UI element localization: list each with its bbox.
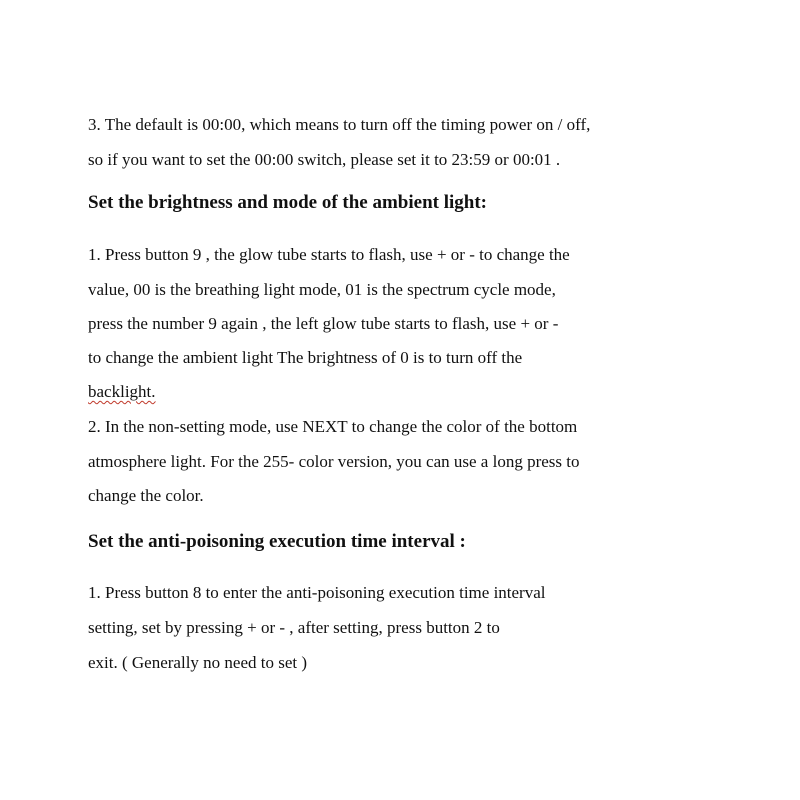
brightness-line-6: 2. In the non-setting mode, use NEXT to change the color of the bottom bbox=[88, 417, 578, 436]
brightness-heading: Set the brightness and mode of the ambient light: bbox=[88, 192, 488, 213]
brightness-line-5: backlight. bbox=[88, 382, 156, 401]
timing-line-2: so if you want to set the 00:00 switch, please set it to 23:59 or 00:01 . bbox=[88, 150, 561, 169]
anti-poisoning-heading: Set the anti-poisoning execution time interval : bbox=[88, 531, 466, 552]
brightness-line-7: atmosphere light. For the 255- color version, you can use a long press to bbox=[88, 452, 580, 471]
brightness-line-1: 1. Press button 9 , the glow tube starts to flash, use + or - to change the bbox=[88, 245, 570, 264]
timing-line-1: 3. The default is 00:00, which means to turn off the timing power on / off, bbox=[88, 115, 591, 134]
brightness-line-4: to change the ambient light The brightness of 0 is to turn off the bbox=[88, 348, 523, 367]
anti-poisoning-line-1: 1. Press button 8 to enter the anti-poisoning execution time interval bbox=[88, 583, 546, 602]
anti-poisoning-line-2: setting, set by pressing + or - , after setting, press button 2 to bbox=[88, 618, 500, 637]
brightness-line-8: change the color. bbox=[88, 486, 204, 505]
brightness-line-3: press the number 9 again , the left glow tube starts to flash, use + or - bbox=[88, 314, 559, 333]
anti-poisoning-line-3: exit. ( Generally no need to set ) bbox=[88, 653, 308, 672]
brightness-line-2: value, 00 is the breathing light mode, 01 is the spectrum cycle mode, bbox=[88, 280, 556, 299]
brightness-line-5-wrap bbox=[88, 382, 156, 402]
